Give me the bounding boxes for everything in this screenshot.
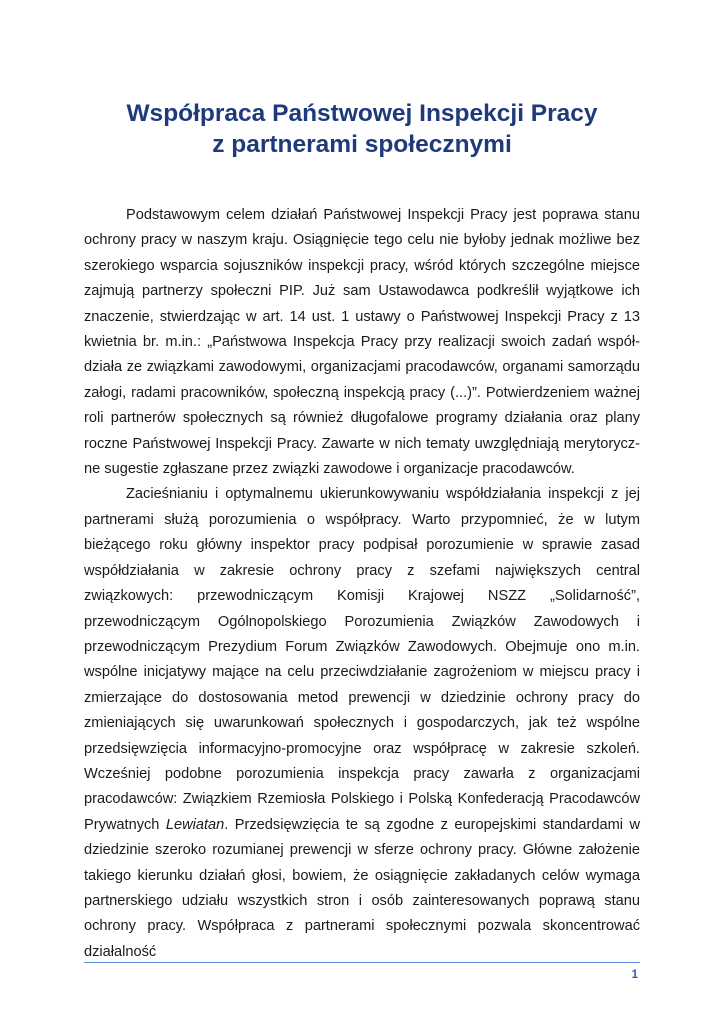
- document-title: [0, 98, 724, 160]
- title-line-2: z partnerami społecznymi: [212, 131, 512, 158]
- paragraph-2: [84, 482, 640, 965]
- title-line-1: Współpraca Państwowej Inspekcji Pracy: [126, 100, 598, 127]
- document-body: [84, 203, 640, 965]
- paragraph-1: Podstawowym celem działań Państwowej Inspekcji Pracy jest poprawa stanu ochrony pracy w naszym kraju. Osiągnięcie tego celu nie byłoby jednak możliwe bez szerokiego wsparcia sojuszników inspekcji pracy, wśród których szczególne miejsce zajmują partnerzy społeczni PIP. Już sam Ustawodawca podkreślił wyjątkowe ich znaczenie, stwierdzając w art. 14 ust. 1 ustawy o Państwowej Inspekcji Pracy z 13 kwietnia br. m.in.: „Państwowa Inspekcja Pracy przy realizacji swoich zadań współdziała ze związkami zawodowymi, organizacjami pracodawców, organami samorządu załogi, radami pracowników, społeczną inspekcją pracy (...)”. Potwierdzeniem ważnej roli partnerów społecznych są również długofalowe programy działania oraz plany roczne Państwowej Inspekcji Pracy. Zawarte w nich tematy uwzględniają merytoryczne sugestie zgłaszane przez związki zawodowe i organizacje pracodawców.: [84, 207, 640, 478]
- paragraph-2-part-1: Zacieśnianiu i optymalnemu ukierunkowywaniu współdziałania inspekcji z jej partnerami służą porozumienia o współpracy. Warto przypomnieć, że w lutym bieżącego roku główny inspektor pracy podpisał porozumienie w sprawie zasad współdziałania w zakresie ochrony pracy z szefami największych central związkowych: przewodniczącym Komisji Krajowej NSZZ „Solidarność”, przewodniczącym Ogólnopolskiego Porozumienia Związków Zawodowych i przewodniczącym Prezydium Forum Związków Zawodowych. Obejmuje ono m.in. wspólne inicjatywy mające na celu przeciwdziałanie zagrożeniom w miejscu pracy i zmierzające do dostosowania metod prewencji w dziedzinie ochrony pracy do zmieniających się uwarunkowań społecznych i gospodarczych, jak też wspólne przedsięwzięcia informacyjno-promocyjne oraz współpracę w zakresie szkoleń. Wcześniej podobne porozumienia inspekcja pracy zawarła z organizacjami pracodawców: Związkiem Rzemiosła Polskiego i Polską Konfederacją Pracodawców Prywatnych: [84, 486, 640, 833]
- paragraph-2-italic-name: Lewiatan: [165, 816, 225, 833]
- footer-divider: [84, 962, 640, 963]
- paragraph-2-part-2: . Przedsięwzięcia te są zgodne z europejskimi standardami w dziedzinie szeroko rozumianej prewencji w sferze ochrony pracy. Główne założenie takiego kierunku działań głosi, bowiem, że osiągnięcie zakładanych celów wymaga partnerskiego udziału wszystkich stron i osób zainteresowanych poprawą stanu ochrony pracy. Współpraca z partnerami społecznymi pozwala skoncentrować działalność: [84, 816, 640, 960]
- page-number: 1: [631, 969, 638, 981]
